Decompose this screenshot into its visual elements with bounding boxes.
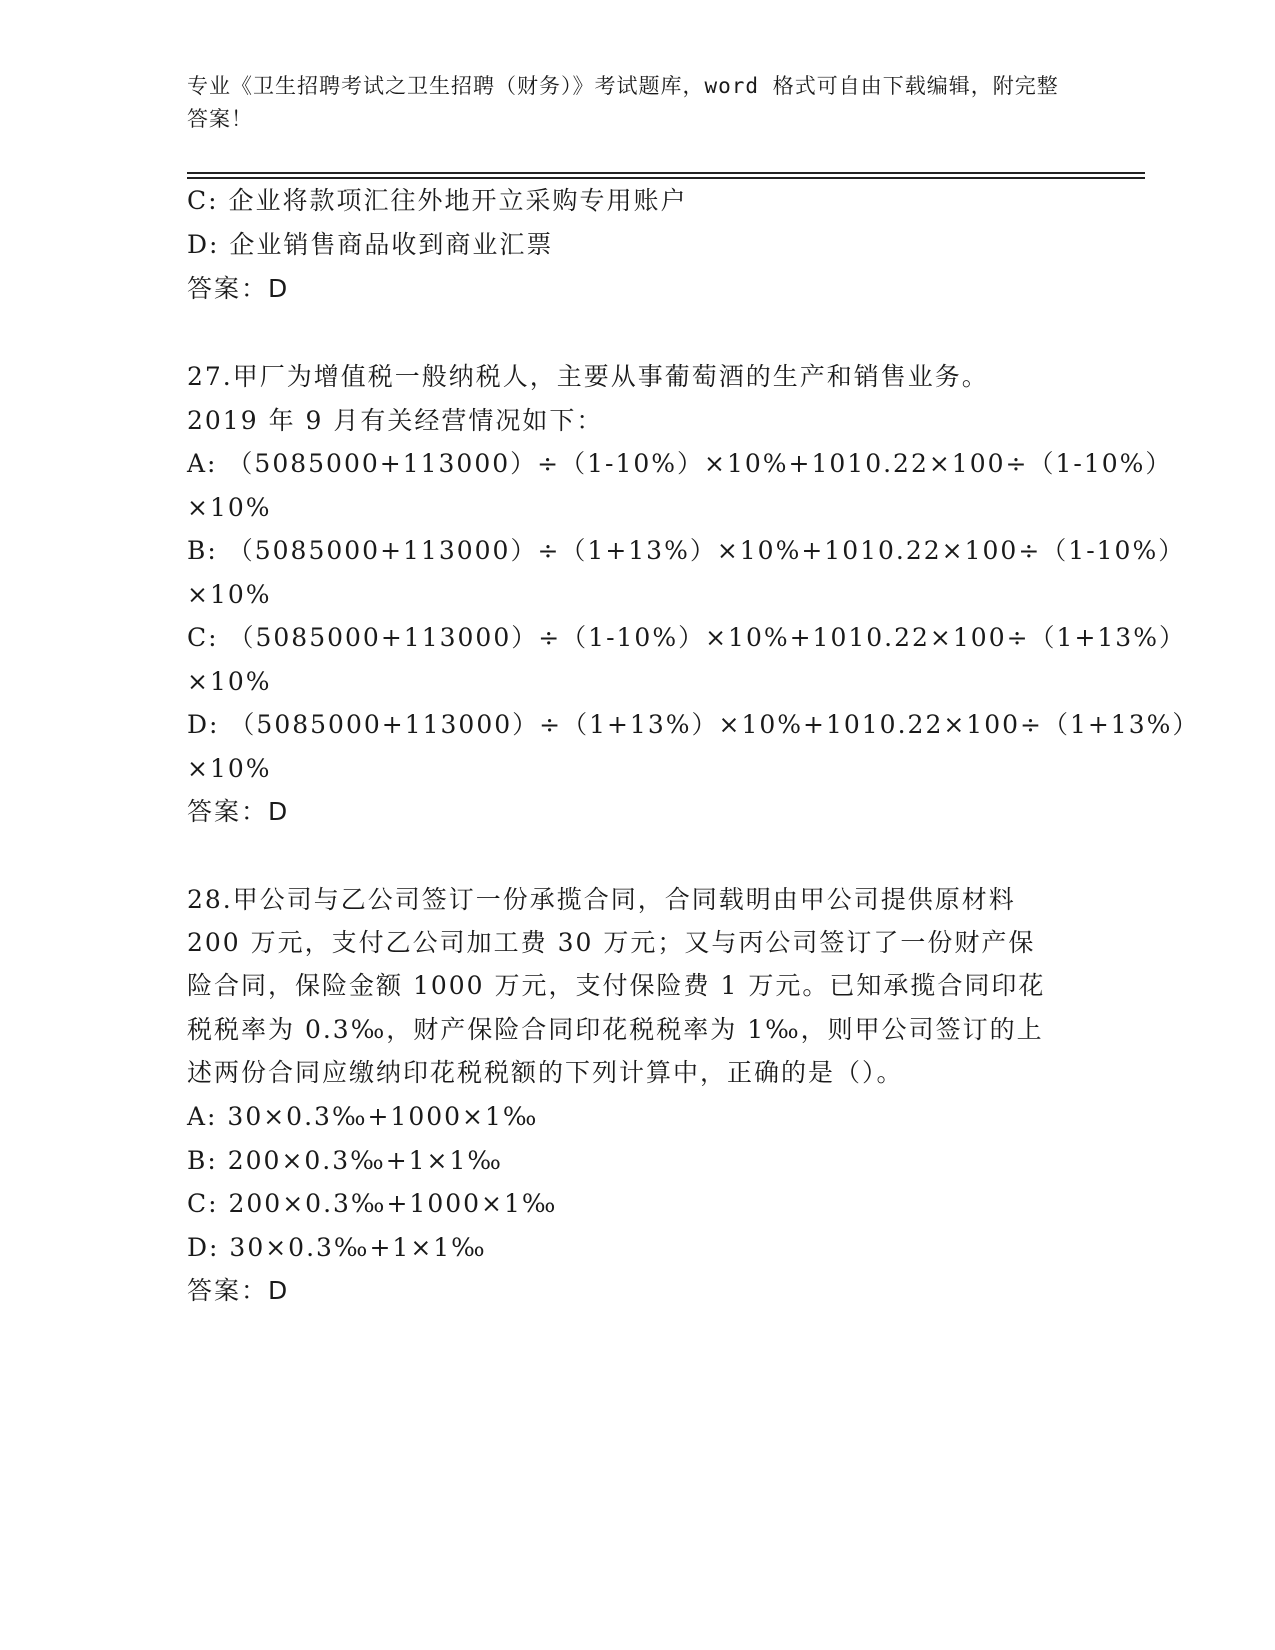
q28-stem-line-3: 险合同，保险金额 1000 万元，支付保险费 1 万元。已知承揽合同印花 xyxy=(187,971,1046,1000)
q27-stem-line-2: 2019 年 9 月有关经营情况如下： xyxy=(187,406,604,435)
q27-option-a-cont: ×10% xyxy=(187,493,272,522)
header-rule-top xyxy=(187,172,1145,174)
q27-option-c-cont: ×10% xyxy=(187,667,272,696)
q27-answer: 答案：D xyxy=(187,797,290,826)
q28-option-a: A: 30×0.3‰+1000×1‰ xyxy=(187,1102,539,1131)
q27-option-c: C: （5085000+113000）÷（1-10%）×10%+1010.22×100÷（1+13%） xyxy=(187,623,1186,652)
q27-option-d-cont: ×10% xyxy=(187,754,272,783)
q27-option-d: D: （5085000+113000）÷（1+13%）×10%+1010.22×100÷（1+13%） xyxy=(187,710,1200,739)
q28-stem-line-5: 述两份合同应缴纳印花税税额的下列计算中，正确的是（）。 xyxy=(187,1058,904,1087)
q26-option-d: D: 企业销售商品收到商业汇票 xyxy=(187,230,554,259)
document-header: 专业《卫生招聘考试之卫生招聘（财务）》考试题库，word 格式可自由下载编辑，附完整答案！ xyxy=(187,74,1059,131)
q28-stem-line-4: 税税率为 0.3‰，财产保险合同印花税税率为 1‰，则甲公司签订的上 xyxy=(187,1015,1044,1044)
q28-stem-line-2: 200 万元，支付乙公司加工费 30 万元；又与丙公司签订了一份财产保 xyxy=(187,928,1036,957)
q28-stem-line-1: 28.甲公司与乙公司签订一份承揽合同，合同载明由甲公司提供原材料 xyxy=(187,885,1016,914)
q27-option-a: A: （5085000+113000）÷（1-10%）×10%+1010.22×100÷（1-10%） xyxy=(187,449,1173,478)
q26-option-c: C: 企业将款项汇往外地开立采购专用账户 xyxy=(187,186,688,215)
q28-option-c: C: 200×0.3‰+1000×1‰ xyxy=(187,1189,558,1218)
q28-answer: 答案：D xyxy=(187,1276,290,1305)
header-rule-bottom xyxy=(187,177,1145,179)
q27-option-b-cont: ×10% xyxy=(187,580,272,609)
q26-answer: 答案：D xyxy=(187,274,290,303)
q27-option-b: B: （5085000+113000）÷（1+13%）×10%+1010.22×100÷（1-10%） xyxy=(187,536,1186,565)
q28-option-b: B: 200×0.3‰+1×1‰ xyxy=(187,1146,503,1175)
q27-stem-line-1: 27.甲厂为增值税一般纳税人，主要从事葡萄酒的生产和销售业务。 xyxy=(187,362,989,391)
q28-option-d: D: 30×0.3‰+1×1‰ xyxy=(187,1233,487,1262)
